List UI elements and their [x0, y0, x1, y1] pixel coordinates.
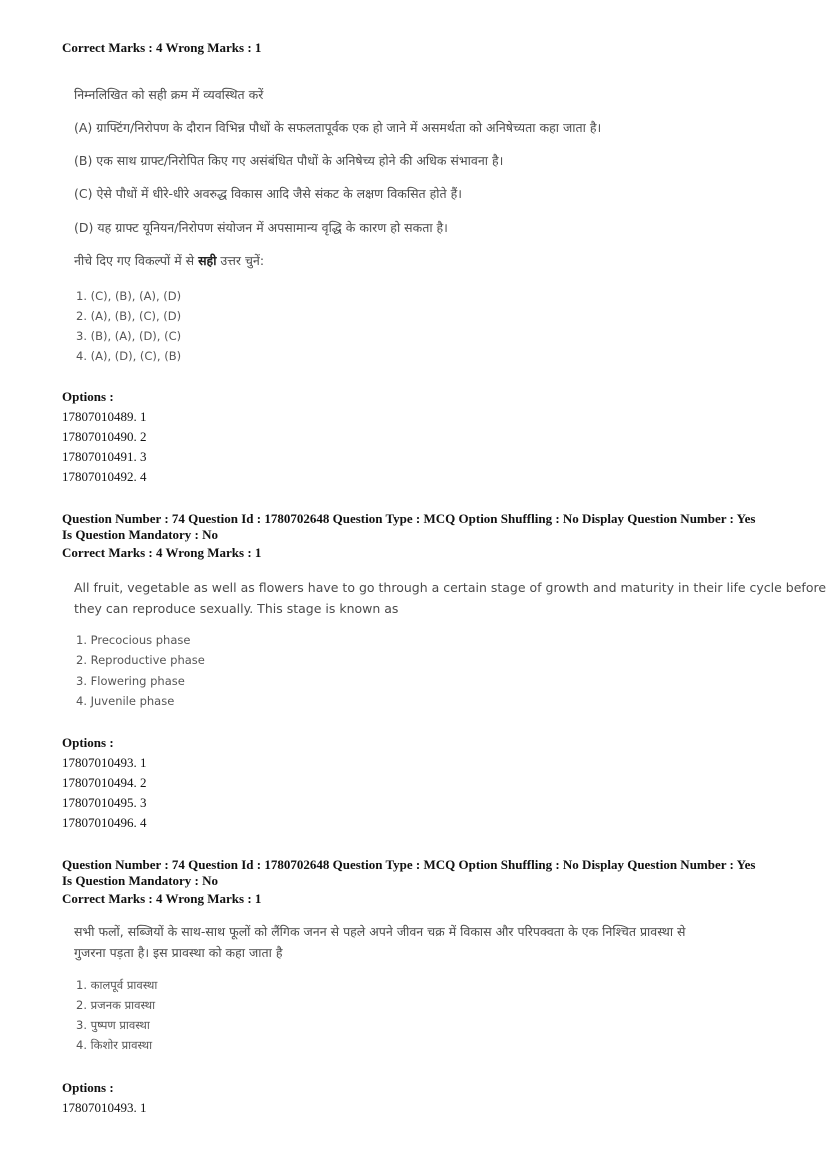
choice-3: 3. (B), (A), (D), (C): [76, 329, 182, 343]
marks-line: Correct Marks : 4 Wrong Marks : 1: [62, 40, 262, 55]
question-instruction: निम्नलिखित को सही क्रम में व्यवस्थित करें: [74, 87, 264, 102]
question-header: Question Number : 74 Question Id : 1780702648 Question Type : MCQ Option Shuffling : No Display Question Number : Yes: [62, 511, 756, 526]
option-id: 17807010494. 2: [62, 775, 147, 790]
statement-d: (D) यह ग्राफ्ट यूनियन/निरोपण संयोजन में अपसामान्य वृद्धि के कारण हो सकता है।: [74, 220, 448, 235]
answer-prompt-after: उत्तर चुनें:: [216, 253, 265, 268]
choice-3: 3. Flowering phase: [76, 674, 185, 688]
choice-1: 1. Precocious phase: [76, 633, 191, 647]
question-text-line: सभी फलों, सब्जियों के साथ-साथ फूलों को लैंगिक जनन से पहले अपने जीवन चक्र में विकास और परिपक्वता के एक निश्चित प्रावस्था से: [74, 924, 686, 939]
mandatory-line: Is Question Mandatory : No: [62, 873, 219, 888]
option-id: 17807010492. 4: [62, 469, 147, 484]
option-id: 17807010493. 1: [62, 1100, 147, 1115]
question-header: Question Number : 74 Question Id : 1780702648 Question Type : MCQ Option Shuffling : No Display Question Number : Yes: [62, 857, 756, 872]
statement-b: (B) एक साथ ग्राफ्ट/निरोपित किए गए असंबंधित पौधों के अनिषेच्य होने की अधिक संभावना है।: [74, 153, 504, 168]
choice-2: 2. Reproductive phase: [76, 653, 205, 667]
question-text-line: they can reproduce sexually. This stage is known as: [74, 601, 399, 616]
question-text-line: All fruit, vegetable as well as flowers have to go through a certain stage of growth and maturity in their life cycle before: [74, 580, 826, 595]
marks-line: Correct Marks : 4 Wrong Marks : 1: [62, 891, 262, 906]
statement-c: (C) ऐसे पौधों में धीरे-धीरे अवरुद्ध विकास आदि जैसे संकट के लक्षण विकसित होते हैं।: [74, 186, 463, 201]
choice-4: 4. (A), (D), (C), (B): [76, 349, 182, 363]
answer-prompt-before: नीचे दिए गए विकल्पों में से: [74, 253, 199, 268]
question-text-line: गुजरना पड़ता है। इस प्रावस्था को कहा जाता है: [74, 945, 283, 960]
choice-1: 1. कालपूर्व प्रावस्था: [76, 978, 158, 992]
statement-a: (A) ग्राफ्टिंग/निरोपण के दौरान विभिन्न पौधों के सफलतापूर्वक एक हो जाने में असमर्थता को अनिषेच्यता कहा जाता है।: [74, 120, 602, 135]
choice-2: 2. प्रजनक प्रावस्था: [76, 998, 156, 1012]
marks-line: Correct Marks : 4 Wrong Marks : 1: [62, 545, 262, 560]
option-id: 17807010491. 3: [62, 449, 147, 464]
choice-4: 4. Juvenile phase: [76, 694, 175, 708]
choice-2: 2. (A), (B), (C), (D): [76, 309, 182, 323]
options-label: Options :: [62, 735, 114, 750]
option-id: 17807010496. 4: [62, 815, 147, 830]
options-label: Options :: [62, 1080, 114, 1095]
choice-4: 4. किशोर प्रावस्था: [76, 1038, 153, 1052]
option-id: 17807010495. 3: [62, 795, 147, 810]
options-label: Options :: [62, 389, 114, 404]
option-id: 17807010489. 1: [62, 409, 147, 424]
answer-prompt: [74, 252, 264, 270]
mandatory-line: Is Question Mandatory : No: [62, 527, 219, 542]
option-id: 17807010493. 1: [62, 755, 147, 770]
option-id: 17807010490. 2: [62, 429, 147, 444]
answer-prompt-bold: सही: [198, 253, 217, 268]
choice-3: 3. पुष्पण प्रावस्था: [76, 1018, 150, 1032]
choice-1: 1. (C), (B), (A), (D): [76, 289, 182, 303]
